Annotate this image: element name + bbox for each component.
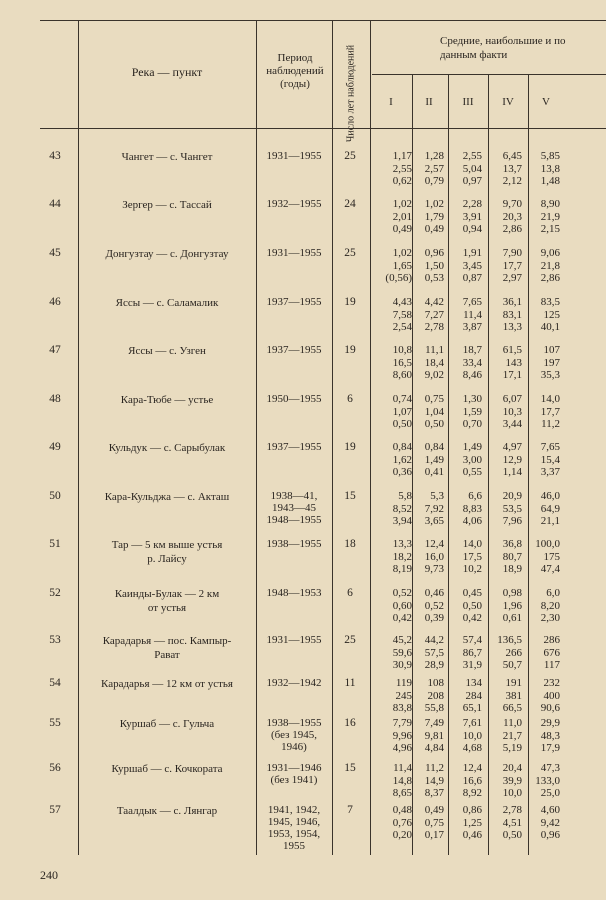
value-cell-ii: 0,75 1,04 0,50: [424, 393, 444, 430]
observation-period: 1948—1953: [266, 587, 322, 599]
value-cell-v: 6,0 8,20 2,30: [540, 587, 560, 624]
value-cell-ii: 108 208 55,8: [424, 677, 444, 714]
river-point: Кара-Кульджа — с. Акташ: [104, 491, 230, 503]
value-cell-iv: 6,45 13,7 2,12: [502, 150, 522, 187]
observation-period: 1931—1955: [266, 150, 322, 162]
value-cell-v: 46,0 64,9 21,1: [540, 490, 560, 527]
observation-period: 1941, 1942, 1945, 1946, 1953, 1954, 1955: [267, 804, 321, 852]
value-cell-v: 9,06 21,8 2,86: [540, 247, 560, 284]
row-number: 51: [49, 538, 61, 550]
years-count: 15: [344, 762, 356, 774]
years-count: 6: [347, 393, 353, 405]
value-cell-i: 1,17 2,55 0,62: [392, 150, 412, 187]
value-cell-i: 13,3 18,2 8,19: [392, 538, 412, 575]
row-number: 47: [49, 344, 61, 356]
observation-period: 1937—1955: [266, 441, 322, 453]
value-cell-iv: 61,5 143 17,1: [502, 344, 522, 381]
observation-period: 1931—1946 (без 1941): [266, 762, 322, 786]
row-number: 48: [49, 393, 61, 405]
header-years-count: Число лет наблюдений: [345, 44, 357, 143]
col-divider: [256, 20, 257, 855]
value-cell-v: 107 197 35,3: [540, 344, 560, 381]
years-count: 25: [344, 634, 356, 646]
value-cell-ii: 1,02 1,79 0,49: [424, 198, 444, 235]
years-count: 15: [344, 490, 356, 502]
river-point: Кульдук — с. Сарыбулак: [108, 442, 226, 454]
value-cell-i: 4,43 7,58 2,54: [392, 296, 412, 333]
river-point: Куршаб — с. Гульча: [119, 718, 215, 730]
value-cell-i: 10,8 16,5 8,60: [392, 344, 412, 381]
value-cell-i: 119 245 83,8: [392, 677, 412, 714]
row-number: 56: [49, 762, 61, 774]
value-cell-ii: 12,4 16,0 9,73: [424, 538, 444, 575]
river-point: Зергер — с. Тассай: [122, 199, 212, 211]
row-number: 43: [49, 150, 61, 162]
value-cell-iv: 9,70 20,3 2,86: [502, 198, 522, 235]
value-cell-v: 5,85 13,8 1,48: [540, 150, 560, 187]
years-count: 24: [344, 198, 356, 210]
observation-period: 1932—1955: [266, 198, 322, 210]
value-cell-i: 45,2 59,6 30,9: [392, 634, 412, 671]
observation-period: 1938—1955 (без 1945, 1946): [266, 717, 322, 753]
row-number: 52: [49, 587, 61, 599]
years-count: 18: [344, 538, 356, 550]
value-cell-ii: 4,42 7,27 2,78: [424, 296, 444, 333]
value-cell-ii: 0,46 0,52 0,39: [424, 587, 444, 624]
value-cell-ii: 0,96 1,50 0,53: [424, 247, 444, 284]
observation-period: 1937—1955: [266, 296, 322, 308]
value-cell-ii: 0,49 0,75 0,17: [424, 804, 444, 841]
observation-period: 1932—1942: [266, 677, 322, 689]
value-cell-ii: 11,1 18,4 9,02: [424, 344, 444, 381]
river-point: Кара-Тюбе — устье: [120, 394, 214, 406]
observation-period: 1937—1955: [266, 344, 322, 356]
river-point: Каинды-Булак — 2 км от устья: [114, 588, 220, 614]
value-cell-iii: 0,45 0,50 0,42: [462, 587, 482, 624]
value-cell-iv: 20,4 39,9 10,0: [502, 762, 522, 799]
value-cell-iii: 7,61 10,0 4,68: [462, 717, 482, 754]
value-cell-v: 83,5 125 40,1: [540, 296, 560, 333]
header-averages: Средние, наибольшие и по данным факти: [440, 35, 566, 61]
row-number: 55: [49, 717, 61, 729]
years-count: 16: [344, 717, 356, 729]
value-cell-iv: 2,78 4,51 0,50: [502, 804, 522, 841]
row-number: 45: [49, 247, 61, 259]
month-rule: [372, 74, 606, 75]
value-cell-iii: 1,91 3,45 0,87: [462, 247, 482, 284]
header-month: I: [389, 96, 393, 108]
river-point: Карадарья — пос. Кампыр- Рават: [102, 635, 232, 661]
value-cell-iii: 0,86 1,25 0,46: [462, 804, 482, 841]
value-cell-ii: 1,28 2,57 0,79: [424, 150, 444, 187]
value-cell-iv: 36,1 83,1 13,3: [502, 296, 522, 333]
value-cell-iv: 136,5 266 50,7: [497, 634, 522, 671]
value-cell-iii: 1,49 3,00 0,55: [462, 441, 482, 478]
value-cell-v: 4,60 9,42 0,96: [540, 804, 560, 841]
river-point: Таалдык — с. Лянгар: [116, 805, 218, 817]
page-number: 240: [40, 868, 58, 882]
row-number: 54: [49, 677, 61, 689]
row-number: 57: [49, 804, 61, 816]
row-number: 44: [49, 198, 61, 210]
value-cell-iv: 36,8 80,7 18,9: [502, 538, 522, 575]
value-cell-v: 8,90 21,9 2,15: [540, 198, 560, 235]
col-divider: [78, 20, 79, 855]
river-point: Яссы — с. Саламалик: [115, 297, 219, 309]
value-cell-i: 11,4 14,8 8,65: [392, 762, 412, 799]
value-cell-i: 7,79 9,96 4,96: [392, 717, 412, 754]
value-cell-iv: 11,0 21,7 5,19: [502, 717, 522, 754]
observation-period: 1931—1955: [266, 247, 322, 259]
header-month: IV: [502, 96, 514, 108]
value-cell-i: 1,02 1,65 (0,56): [385, 247, 412, 284]
river-point: Яссы — с. Узген: [128, 345, 206, 357]
river-point: Карадарья — 12 км от устья: [101, 678, 233, 690]
value-cell-iii: 7,65 11,4 3,87: [462, 296, 482, 333]
value-cell-iii: 2,28 3,91 0,94: [462, 198, 482, 235]
value-cell-ii: 5,3 7,92 3,65: [424, 490, 444, 527]
header-river-point: Река — пункт: [131, 65, 203, 79]
value-cell-v: 29,9 48,3 17,9: [540, 717, 560, 754]
value-cell-ii: 7,49 9,81 4,84: [424, 717, 444, 754]
value-cell-iii: 12,4 16,6 8,92: [462, 762, 482, 799]
river-point: Тар — 5 км выше устья р. Лайсу: [111, 539, 223, 565]
river-point: Куршаб — с. Кочкората: [111, 763, 223, 775]
header-month: V: [542, 96, 550, 108]
observation-period: 1931—1955: [266, 634, 322, 646]
value-cell-iii: 6,6 8,83 4,06: [462, 490, 482, 527]
header-month: II: [425, 96, 433, 108]
row-number: 49: [49, 441, 61, 453]
river-point: Донгузтау — с. Донгузтау: [105, 248, 229, 260]
value-cell-iv: 0,98 1,96 0,61: [502, 587, 522, 624]
years-count: 7: [347, 804, 353, 816]
years-count: 25: [344, 150, 356, 162]
value-cell-ii: 11,2 14,9 8,37: [424, 762, 444, 799]
years-count: 19: [344, 344, 356, 356]
value-cell-i: 0,84 1,62 0,36: [392, 441, 412, 478]
value-cell-iv: 6,07 10,3 3,44: [502, 393, 522, 430]
header-bottom-rule: [40, 128, 606, 129]
years-count: 19: [344, 441, 356, 453]
observation-period: 1938—41, 1943—45 1948—1955: [266, 490, 322, 526]
header-period: Период наблюдений (годы): [266, 52, 324, 90]
col-divider: [370, 20, 371, 855]
years-count: 6: [347, 587, 353, 599]
years-count: 11: [344, 677, 356, 689]
header-month: III: [462, 96, 474, 108]
value-cell-iii: 57,4 86,7 31,9: [462, 634, 482, 671]
value-cell-iii: 1,30 1,59 0,70: [462, 393, 482, 430]
value-cell-iii: 134 284 65,1: [462, 677, 482, 714]
value-cell-iv: 20,9 53,5 7,96: [502, 490, 522, 527]
value-cell-i: 0,52 0,60 0,42: [392, 587, 412, 624]
observation-period: 1950—1955: [266, 393, 322, 405]
top-rule: [40, 20, 606, 21]
value-cell-i: 0,74 1,07 0,50: [392, 393, 412, 430]
value-cell-i: 0,48 0,76 0,20: [392, 804, 412, 841]
observation-period: 1938—1955: [266, 538, 322, 550]
value-cell-ii: 44,2 57,5 28,9: [424, 634, 444, 671]
value-cell-i: 1,02 2,01 0,49: [392, 198, 412, 235]
years-count: 19: [344, 296, 356, 308]
col-divider: [332, 20, 333, 855]
value-cell-i: 5,8 8,52 3,94: [392, 490, 412, 527]
value-cell-v: 47,3 133,0 25,0: [535, 762, 560, 799]
value-cell-iii: 18,7 33,4 8,46: [462, 344, 482, 381]
river-point: Чангет — с. Чангет: [121, 151, 213, 163]
value-cell-v: 100,0 175 47,4: [535, 538, 560, 575]
value-cell-iv: 4,97 12,9 1,14: [502, 441, 522, 478]
row-number: 50: [49, 490, 61, 502]
row-number: 46: [49, 296, 61, 308]
value-cell-ii: 0,84 1,49 0,41: [424, 441, 444, 478]
row-number: 53: [49, 634, 61, 646]
value-cell-iii: 14,0 17,5 10,2: [462, 538, 482, 575]
value-cell-iv: 191 381 66,5: [502, 677, 522, 714]
value-cell-v: 286 676 117: [543, 634, 560, 671]
years-count: 25: [344, 247, 356, 259]
value-cell-v: 7,65 15,4 3,37: [540, 441, 560, 478]
value-cell-iii: 2,55 5,04 0,97: [462, 150, 482, 187]
value-cell-v: 232 400 90,6: [540, 677, 560, 714]
value-cell-v: 14,0 17,7 11,2: [540, 393, 560, 430]
value-cell-iv: 7,90 17,7 2,97: [502, 247, 522, 284]
